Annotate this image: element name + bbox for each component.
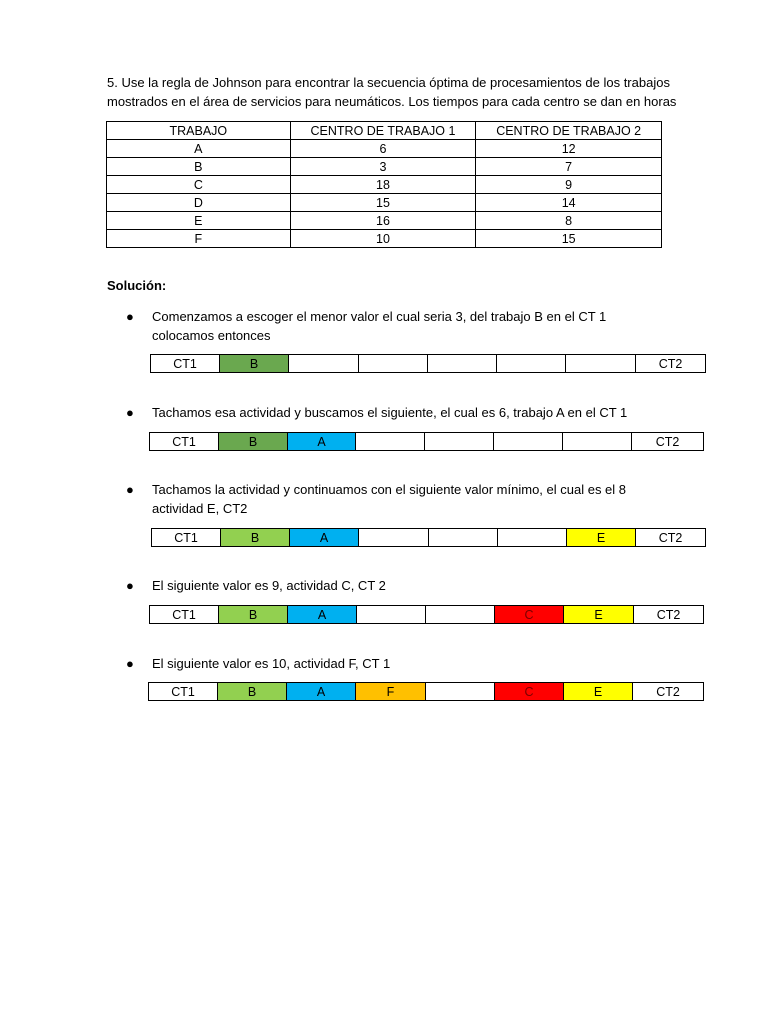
cell-job: D: [107, 194, 291, 212]
cell-job: F: [107, 230, 291, 248]
seq-cell-empty: [425, 433, 494, 451]
seq-cell-empty: [498, 529, 567, 547]
step-4-text: El siguiente valor es 9, actividad C, CT 2: [152, 578, 386, 593]
seq-cell-ct2: CT2: [636, 355, 706, 373]
cell-job: E: [107, 212, 291, 230]
cell-ct1: 10: [290, 230, 476, 248]
seq-cell-empty: [566, 355, 636, 373]
bullet-icon: ●: [126, 309, 134, 324]
intro-line-1: 5. Use la regla de Johnson para encontrar la secuencia óptima de procesamientos de los trabajos: [107, 75, 670, 90]
seq-cell-ct1: CT1: [149, 683, 218, 701]
seq-cell-empty: [563, 433, 632, 451]
seq-cell-ct2: CT2: [636, 529, 706, 547]
seq-cell-c: C: [495, 606, 564, 624]
sequence-row-4: [149, 605, 704, 624]
cell-ct2: 9: [476, 176, 662, 194]
table-row: [107, 230, 662, 248]
seq-cell-empty: [356, 433, 425, 451]
step-3-text: Tachamos la actividad y continuamos con el siguiente valor mínimo, el cual es el 8 actividad E, CT2: [152, 482, 627, 516]
table-row: [107, 194, 662, 212]
cell-job: C: [107, 176, 291, 194]
sequence-row-5: [148, 682, 704, 701]
solution-title: Solución:: [107, 278, 167, 293]
sequence-row-3: [151, 528, 706, 547]
cell-ct1: 6: [290, 140, 476, 158]
seq-cell-empty: [359, 355, 428, 373]
seq-cell-a: A: [288, 433, 356, 451]
seq-cell-empty: [357, 606, 426, 624]
seq-cell-empty: [429, 529, 498, 547]
header-trabajo: TRABAJO: [107, 122, 291, 140]
header-centro-2: CENTRO DE TRABAJO 2: [476, 122, 662, 140]
bullet-icon: ●: [126, 405, 134, 420]
seq-cell-c: C: [495, 683, 564, 701]
seq-cell-b: B: [218, 683, 287, 701]
seq-cell-ct2: CT2: [634, 606, 704, 624]
cell-ct2: 15: [476, 230, 662, 248]
seq-cell-e: E: [567, 529, 636, 547]
bullet-icon: ●: [126, 482, 134, 497]
seq-cell-a: A: [287, 683, 356, 701]
processing-times-table: [106, 121, 662, 248]
seq-cell-b: B: [219, 433, 288, 451]
seq-cell-ct1: CT1: [151, 355, 220, 373]
table-header-row: [107, 122, 662, 140]
table-row: [107, 140, 662, 158]
seq-cell-empty: [359, 529, 429, 547]
cell-ct1: 18: [290, 176, 476, 194]
seq-cell-b: B: [220, 355, 289, 373]
seq-cell-empty: [497, 355, 566, 373]
header-centro-1: CENTRO DE TRABAJO 1: [290, 122, 476, 140]
seq-cell-empty: [426, 683, 495, 701]
seq-cell-ct2: CT2: [632, 433, 704, 451]
cell-ct1: 16: [290, 212, 476, 230]
step-2-text: Tachamos esa actividad y buscamos el siguiente, el cual es 6, trabajo A en el CT 1: [152, 405, 628, 420]
seq-cell-b: B: [219, 606, 288, 624]
seq-cell-e: E: [564, 683, 633, 701]
table-row: [107, 176, 662, 194]
seq-cell-ct1: CT1: [150, 433, 219, 451]
cell-ct1: 15: [290, 194, 476, 212]
seq-cell-a: A: [290, 529, 359, 547]
sequence-row-2: [149, 432, 704, 451]
table-row: [107, 212, 662, 230]
cell-job: B: [107, 158, 291, 176]
seq-cell-ct1: CT1: [150, 606, 219, 624]
table-row: [107, 158, 662, 176]
intro-line-2: mostrados en el área de servicios para neumáticos. Los tiempos para cada centro se dan en horas: [107, 94, 677, 109]
seq-cell-empty: [289, 355, 359, 373]
cell-job: A: [107, 140, 291, 158]
seq-cell-b: B: [221, 529, 290, 547]
sequence-row-1: [150, 354, 706, 373]
step-5-text: El siguiente valor es 10, actividad F, CT 1: [152, 656, 391, 671]
step-1-text: Comenzamos a escoger el menor valor el cual seria 3, del trabajo B en el CT 1 colocamos entonces: [152, 309, 607, 343]
seq-cell-empty: [428, 355, 497, 373]
seq-cell-ct2: CT2: [633, 683, 704, 701]
cell-ct2: 8: [476, 212, 662, 230]
cell-ct2: 14: [476, 194, 662, 212]
cell-ct1: 3: [290, 158, 476, 176]
seq-cell-f: F: [356, 683, 426, 701]
bullet-icon: ●: [126, 656, 134, 671]
seq-cell-e: E: [564, 606, 634, 624]
cell-ct2: 12: [476, 140, 662, 158]
bullet-icon: ●: [126, 578, 134, 593]
seq-cell-ct1: CT1: [152, 529, 221, 547]
seq-cell-empty: [494, 433, 563, 451]
seq-cell-a: A: [288, 606, 357, 624]
seq-cell-empty: [426, 606, 495, 624]
cell-ct2: 7: [476, 158, 662, 176]
